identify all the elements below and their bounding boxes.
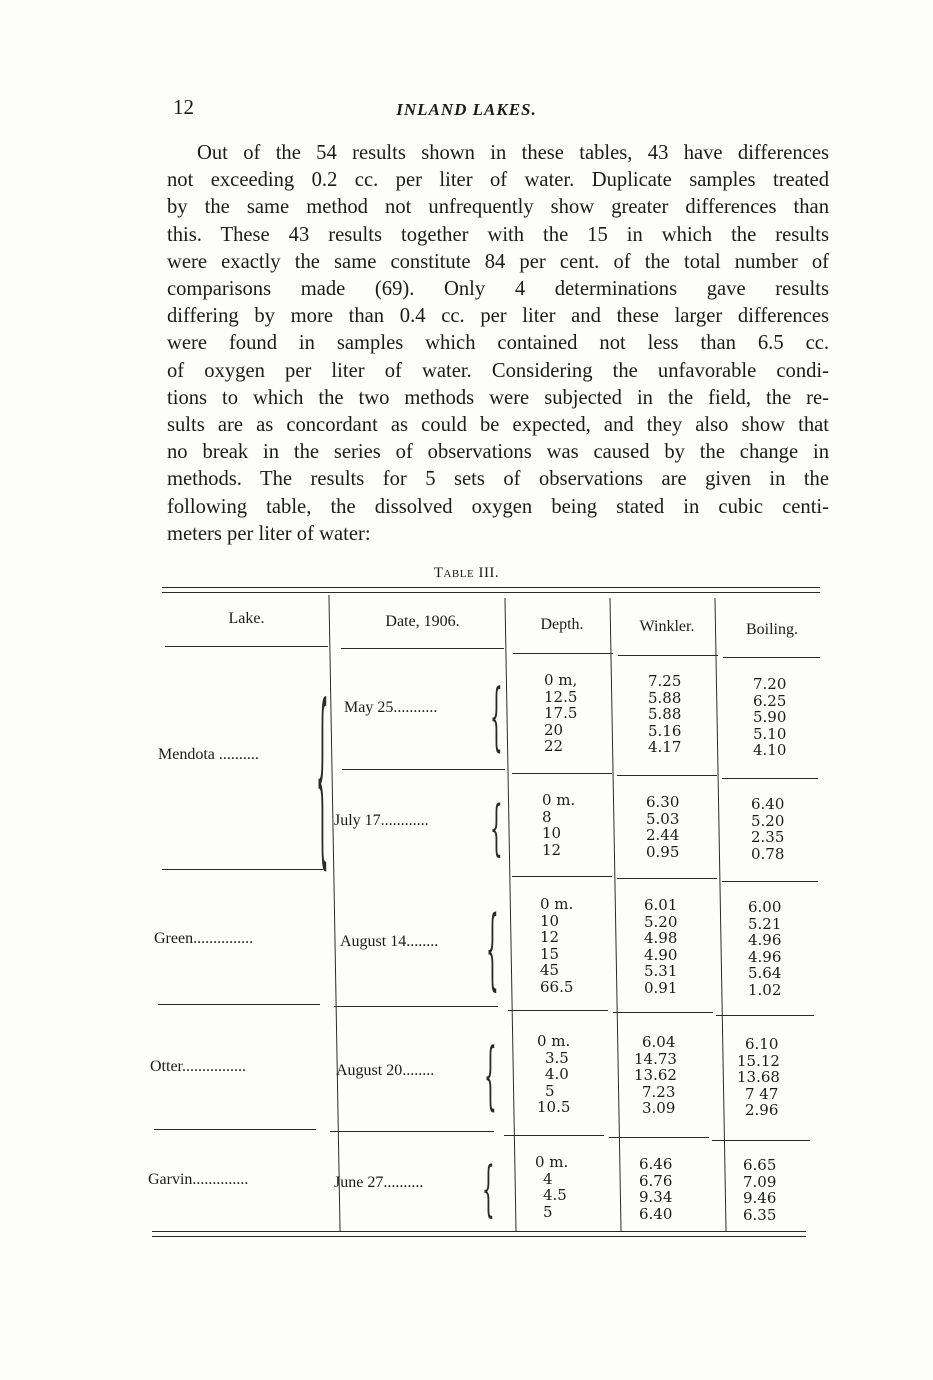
page-number: 12: [173, 95, 194, 119]
date-label: June 27..........: [334, 1174, 424, 1191]
table-title: Table III.: [433, 565, 500, 581]
row-rule: [508, 1010, 608, 1011]
date-label: May 25...........: [344, 699, 438, 716]
winkler-value: 0.95: [646, 842, 680, 861]
header-winkler: Winkler.: [639, 618, 695, 635]
boiling-value: 6.35: [743, 1205, 777, 1224]
winkler-values: [648, 673, 681, 756]
depth-value: 4.0: [545, 1065, 569, 1084]
depth-value: 0 m.: [537, 1032, 571, 1050]
boiling-value: 6.40: [751, 795, 785, 813]
header-boiling: Boiling.: [745, 621, 798, 638]
winkler-value: 5.88: [648, 688, 682, 707]
winkler-value: 4.98: [644, 929, 678, 948]
lake-label: Garvin..............: [148, 1171, 249, 1188]
date-label: August 20........: [336, 1062, 435, 1079]
boiling-value: 5.20: [751, 811, 785, 830]
row-rule: [716, 1015, 814, 1016]
row-rule: [330, 1131, 494, 1132]
column-rule: [328, 595, 340, 1231]
date-label: July 17............: [334, 812, 429, 829]
winkler-value: 5.16: [648, 721, 682, 740]
depth-value: 10.5: [537, 1098, 571, 1117]
row-rule: [617, 775, 717, 776]
depth-value: 45: [540, 961, 560, 980]
row-rule: [512, 773, 612, 774]
header-date: Date, 1906.: [385, 613, 460, 630]
running-head: INLAND LAKES.: [396, 100, 537, 119]
row-rule: [512, 876, 612, 877]
brace-icon: {: [486, 895, 499, 1001]
column-rule: [504, 598, 516, 1231]
boiling-value: 7 47: [745, 1084, 779, 1103]
winkler-value: 6.46: [639, 1155, 673, 1173]
boiling-value: 4.96: [748, 947, 782, 966]
boiling-values: [737, 1036, 780, 1119]
depth-values: [544, 672, 577, 755]
table-rule: [152, 1236, 806, 1237]
lake-label: Otter................: [150, 1058, 246, 1075]
boiling-values: [748, 899, 781, 999]
header-depth: Depth.: [540, 616, 584, 633]
row-rule: [617, 878, 717, 879]
boiling-value: 5.90: [753, 708, 787, 727]
depth-values: [535, 1154, 568, 1220]
depth-value: 12.5: [544, 687, 578, 706]
winkler-value: 2.44: [646, 826, 680, 845]
depth-value: 10: [542, 824, 562, 843]
row-rule: [504, 1135, 604, 1136]
depth-value: 20: [544, 720, 564, 739]
boiling-value: 0.78: [751, 844, 785, 863]
row-rule: [712, 1140, 810, 1141]
depth-value: 4: [543, 1169, 553, 1188]
depth-value: 12: [540, 928, 560, 947]
depth-value: 10: [540, 911, 560, 930]
paragraph-line: sults are as concordant as could be expected, and they also show that: [167, 414, 829, 437]
paragraph-line: meters per liter of water:: [167, 522, 371, 545]
row-rule: [334, 1006, 498, 1007]
body-paragraph: [167, 140, 829, 548]
brace-icon: {: [482, 1152, 495, 1224]
paragraph-line: no break in the series of observations was caused by the change in: [167, 441, 829, 464]
boiling-value: 4.96: [748, 931, 782, 950]
winkler-value: 3.09: [642, 1099, 676, 1118]
boiling-value: 6.65: [743, 1156, 777, 1174]
paragraph-line: by the same method not unfrequently show greater differences than: [167, 196, 829, 219]
winkler-value: 6.01: [644, 896, 678, 914]
depth-value: 0 m.: [542, 791, 576, 809]
lake-label: Mendota ..........: [158, 746, 259, 763]
winkler-values: [634, 1034, 677, 1117]
depth-value: 5: [545, 1081, 555, 1100]
boiling-value: 5.64: [748, 964, 782, 983]
depth-value: 66.5: [540, 977, 574, 996]
row-rule: [609, 1137, 709, 1138]
depth-value: 0 m.: [540, 895, 574, 913]
boiling-value: 4.10: [753, 741, 787, 760]
boiling-value: 7.20: [753, 675, 787, 693]
winkler-value: 13.62: [634, 1066, 677, 1085]
winkler-value: 6.30: [646, 793, 680, 811]
brace-icon: {: [484, 1030, 497, 1119]
paragraph-line: not exceeding 0.2 cc. per liter of water. Duplicate samples treated: [167, 169, 829, 192]
winkler-value: 7.25: [648, 672, 682, 690]
winkler-value: 5.03: [646, 809, 680, 828]
boiling-values: [751, 796, 784, 862]
winkler-value: 5.20: [644, 912, 678, 931]
date-label: August 14........: [340, 933, 439, 950]
table-rule: [162, 587, 820, 588]
brace-icon: {: [490, 671, 503, 760]
boiling-value: 2.96: [745, 1101, 779, 1120]
row-rule: [722, 778, 818, 779]
paragraph-line: were exactly the same constitute 84 per cent. of the total number of: [167, 250, 829, 273]
boiling-value: 1.02: [748, 980, 782, 999]
paragraph-line: methods. The results for 5 sets of observations are given in the: [167, 468, 829, 491]
row-rule: [722, 881, 818, 882]
winkler-value: 6.40: [639, 1204, 673, 1223]
depth-value: 3.5: [545, 1048, 569, 1067]
depth-value: 12: [542, 840, 562, 859]
boiling-value: 6.10: [745, 1035, 779, 1053]
table-rule: [162, 592, 820, 593]
depth-value: 22: [544, 737, 564, 756]
paragraph-line: were found in samples which contained not less than 6.5 cc.: [167, 332, 829, 355]
depth-value: 15: [540, 944, 560, 963]
header-lake: Lake.: [228, 610, 265, 627]
winkler-value: 14.73: [634, 1049, 677, 1068]
paragraph-line: following table, the dissolved oxygen being stated in cubic centi-: [167, 495, 829, 518]
winkler-value: 7.23: [642, 1082, 676, 1101]
winkler-values: [646, 794, 679, 860]
depth-values: [542, 792, 575, 858]
header-rule: [341, 648, 504, 649]
row-rule: [342, 769, 505, 770]
header-rule: [618, 655, 718, 656]
boiling-value: 5.21: [748, 914, 782, 933]
winkler-value: 0.91: [644, 978, 678, 997]
winkler-values: [639, 1156, 672, 1222]
header-rule: [165, 646, 328, 647]
paragraph-line: this. These 43 results together with the 15 in which the results: [167, 223, 829, 246]
depth-value: 5: [543, 1202, 553, 1221]
lake-label: Green...............: [154, 930, 254, 947]
depth-value: 4.5: [543, 1186, 567, 1205]
brace-icon: {: [316, 660, 329, 888]
boiling-value: 2.35: [751, 828, 785, 847]
table-rule: [152, 1231, 806, 1232]
brace-icon: {: [490, 791, 503, 863]
paragraph-line: tions to which the two methods were subjected in the field, the re-: [167, 386, 829, 409]
winkler-value: 4.17: [648, 738, 682, 757]
boiling-values: [753, 676, 786, 759]
boiling-value: 13.68: [737, 1068, 780, 1087]
depth-value: 17.5: [544, 704, 578, 723]
row-rule: [158, 1004, 320, 1005]
header-rule: [513, 653, 613, 654]
winkler-values: [644, 897, 677, 997]
boiling-values: [743, 1157, 776, 1223]
row-rule: [613, 1012, 713, 1013]
boiling-value: 15.12: [737, 1051, 780, 1070]
paragraph-line: Out of the 54 results shown in these tables, 43 have differences: [197, 142, 829, 164]
paragraph-line: differing by more than 0.4 cc. per liter and these larger differences: [167, 305, 829, 328]
boiling-value: 7.09: [743, 1172, 777, 1191]
winkler-value: 5.88: [648, 705, 682, 724]
depth-values: [540, 896, 573, 996]
boiling-value: 5.10: [753, 724, 787, 743]
winkler-value: 6.76: [639, 1171, 673, 1190]
row-rule: [154, 1129, 316, 1130]
winkler-value: 5.31: [644, 962, 678, 981]
depth-value: 0 m,: [544, 671, 578, 689]
boiling-value: 9.46: [743, 1189, 777, 1208]
boiling-value: 6.00: [748, 898, 782, 916]
paragraph-line: comparisons made (69). Only 4 determinations gave results: [167, 278, 829, 301]
row-rule: [162, 869, 324, 870]
depth-values: [537, 1033, 570, 1116]
header-rule: [723, 657, 820, 658]
winkler-value: 9.34: [639, 1188, 673, 1207]
boiling-value: 6.25: [753, 691, 787, 710]
depth-value: 0 m.: [535, 1153, 569, 1171]
column-rule: [714, 598, 726, 1231]
depth-value: 8: [542, 807, 552, 826]
winkler-value: 4.90: [644, 945, 678, 964]
winkler-value: 6.04: [642, 1033, 676, 1051]
paragraph-line: of oxygen per liter of water. Considering the unfavorable condi-: [167, 359, 829, 382]
